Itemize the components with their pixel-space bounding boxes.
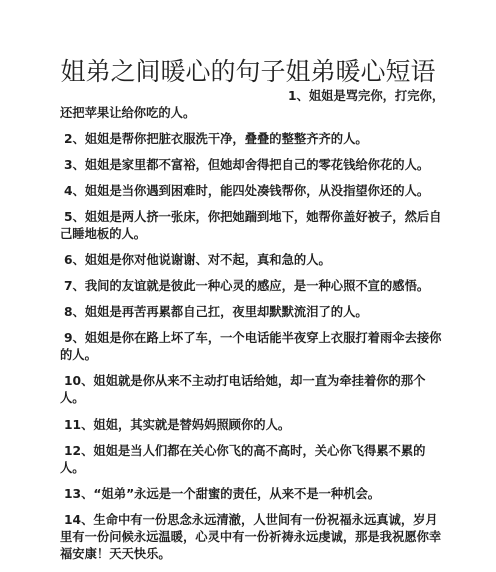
sentence-list <box>60 88 448 572</box>
page-title: 姐弟之间暖心的句子姐弟暖心短语 <box>60 57 436 86</box>
list-item: 7、我间的友谊就是彼此一种心灵的感应，是一种心照不宣的感悟。 <box>64 279 430 293</box>
list-item: 8、姐姐是再苦再累都自己扛，夜里却默默流泪了的人。 <box>64 305 368 319</box>
list-item: 5、姐姐是两人挤一张床，你把她踹到地下，她帮你盖好被子，然后自己睡地板的人。 <box>60 210 442 241</box>
list-item: 2、姐姐是帮你把脏衣服洗干净，叠叠的整整齐齐的人。 <box>64 132 368 146</box>
list-item: 13、“姐弟”永远是一个甜蜜的责任，从来不是一种机会。 <box>64 487 381 501</box>
list-item: 9、姐姐是你在路上坏了车，一个电话能半夜穿上衣服打着雨伞去接你的人。 <box>60 331 442 362</box>
list-item: 10、姐姐就是你从来不主动打电话给她，却一直为牵挂着你的那个人。 <box>60 374 426 405</box>
list-item: 3、姐姐是家里都不富裕，但她却舍得把自己的零花钱给你花的人。 <box>64 158 430 172</box>
list-item: 6、姐姐是你对他说谢谢、对不起，真和急的人。 <box>64 253 331 267</box>
list-item: 4、姐姐是当你遇到困难时，能四处凑钱帮你，从没指望你还的人。 <box>64 184 430 198</box>
list-item: 14、生命中有一份思念永远清澈，人世间有一份祝福永远真诚，岁月里有一份问候永远温暖，心灵中有一份祈祷永远虔诚，那是我祝愿你幸福安康！天天快乐。 <box>60 513 442 561</box>
list-item: 12、姐姐是当人们都在关心你飞的高不高时，关心你飞得累不累的人。 <box>60 444 426 475</box>
list-item: 1、姐姐是骂完你，打完你，还把苹果让给你吃的人。 <box>60 89 445 120</box>
list-item: 11、姐姐，其实就是替妈妈照顾你的人。 <box>64 418 291 432</box>
